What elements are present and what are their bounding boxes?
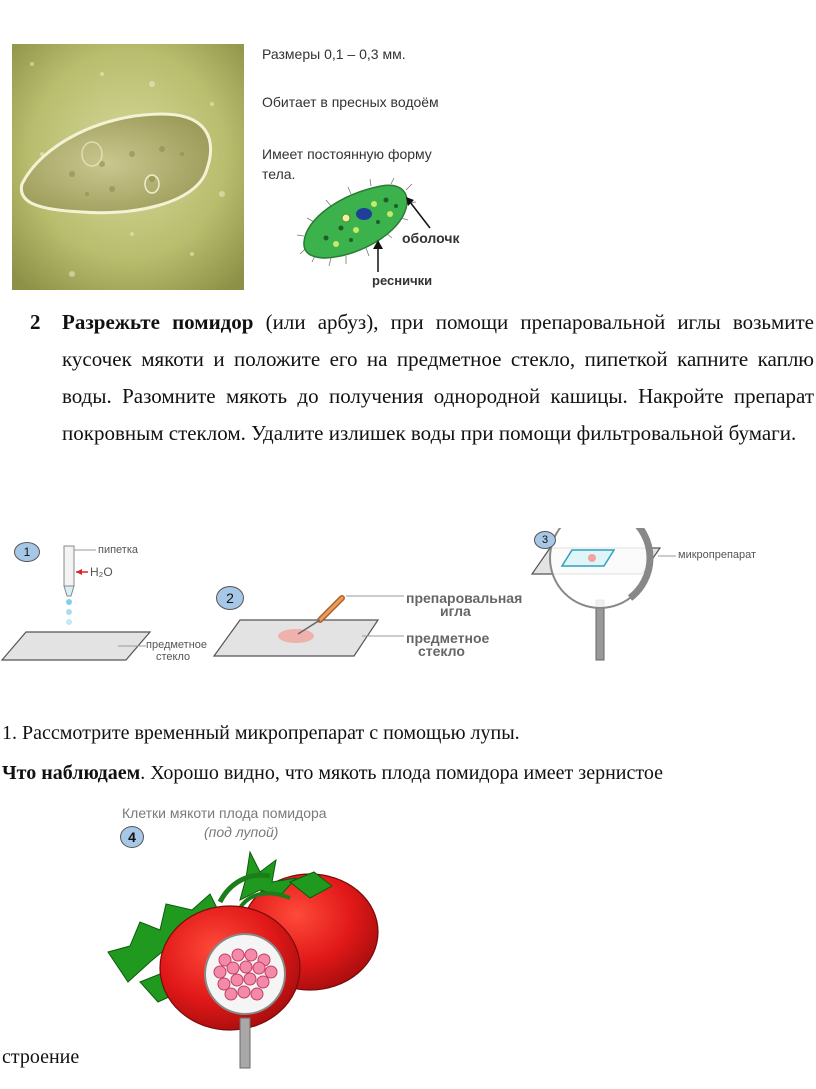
step-paragraph: [62, 304, 814, 452]
step-bold-lead: Разрежьте помидор: [62, 310, 254, 334]
membrane-pointer: [404, 196, 434, 230]
fact-shape-2: тела.: [262, 166, 296, 182]
pipette-icon: [64, 546, 74, 625]
slide-1-label-1: предметное: [146, 639, 208, 651]
micro-slide-label: микропрепарат: [678, 549, 757, 561]
pipette-label: пипетка: [98, 544, 139, 556]
tomato-figure-subtitle: (под лупой): [204, 824, 279, 840]
observation-item: 1. Рассмотрите временный микропрепарат с помощью лупы.: [2, 722, 520, 744]
observation-continuation: строение: [2, 1046, 80, 1068]
paramecium-photo: [12, 44, 244, 290]
tomato-illustration: [100, 842, 390, 1072]
slide-1-label-2: стекло: [156, 651, 191, 663]
needle-label-1: препаровальная: [406, 590, 523, 606]
observation-line: [2, 762, 663, 785]
fact-shape-1: Имеет постоянную форму: [262, 146, 432, 162]
slide-2-label-2: стекло: [418, 643, 465, 659]
observation-text: . Хорошо видно, что мякоть плода помидора имеет зернистое: [140, 762, 663, 784]
step-text: (или арбуз), при помощи препаровальной иглы возьмите кусочек мякоти и положите его на предметное стекло, пипеткой капните каплю воды. Разомните мякоть до получения однородной кашицы. Накройте препарат покровным стеклом. Удалите излишек воды при помощи фильтровальной бумаги.: [62, 310, 815, 445]
membrane-label: оболочк: [402, 230, 460, 246]
cilia-pointer: [370, 240, 386, 274]
magnifier-icon: [550, 528, 650, 660]
slide-2-label-1: предметное: [406, 630, 490, 646]
step-badge-4: 4: [120, 826, 144, 848]
step-badge-1: 1: [14, 542, 40, 562]
cilia-label: реснички: [372, 273, 433, 288]
fact-size: Размеры 0,1 – 0,3 мм.: [262, 46, 406, 62]
step-number: 2: [30, 310, 41, 334]
needle-label-2: игла: [440, 603, 471, 619]
step-badge-2: 2: [216, 586, 244, 610]
fact-habitat: Обитает в пресных водоём: [262, 94, 439, 110]
step-badge-3: 3: [534, 531, 556, 549]
observation-bold: Что наблюдаем: [2, 762, 141, 784]
water-label: H₂O: [90, 565, 113, 579]
tomato-figure-title: Клетки мякоти плода помидора: [122, 805, 327, 821]
